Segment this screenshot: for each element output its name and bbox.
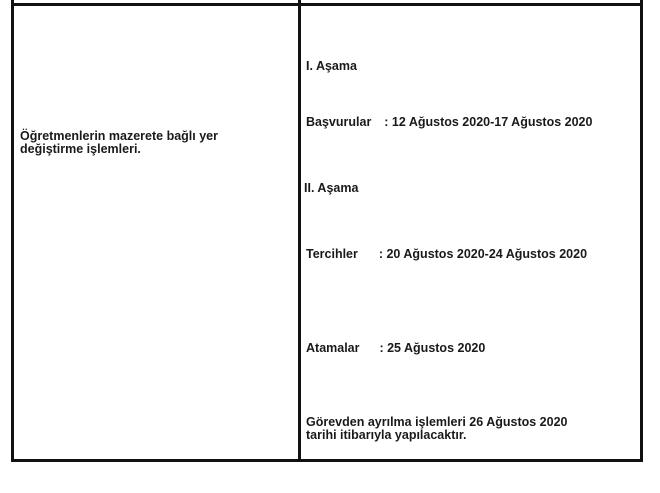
leave-line1: Görevden ayrılma işlemleri 26 Ağustos 2020	[306, 415, 568, 429]
left-cell-text	[20, 130, 260, 156]
preferences-label: Tercihler	[306, 247, 358, 261]
stage1-heading: I. Aşama	[306, 59, 357, 73]
top-border	[14, 3, 640, 6]
stage2-heading: II. Aşama	[304, 181, 359, 195]
left-cell-line2: değiştirme işlemleri.	[20, 142, 141, 156]
leave-line2: tarihi itibarıyla yapılacaktır.	[306, 428, 467, 442]
appointments-row	[306, 342, 485, 355]
left-cell-line1: Öğretmenlerin mazerete bağlı yer	[20, 129, 218, 143]
applications-value: : 12 Ağustos 2020-17 Ağustos 2020	[384, 115, 593, 129]
appointments-value: : 25 Ağustos 2020	[379, 341, 486, 355]
schedule-table	[11, 0, 643, 462]
preferences-value: : 20 Ağustos 2020-24 Ağustos 2020	[378, 247, 588, 261]
applications-label: Başvurular	[306, 115, 372, 129]
appointments-label: Atamalar	[306, 341, 360, 355]
preferences-row	[306, 248, 587, 261]
column-divider	[298, 0, 301, 459]
applications-row	[306, 116, 592, 129]
leave-text	[306, 416, 567, 442]
